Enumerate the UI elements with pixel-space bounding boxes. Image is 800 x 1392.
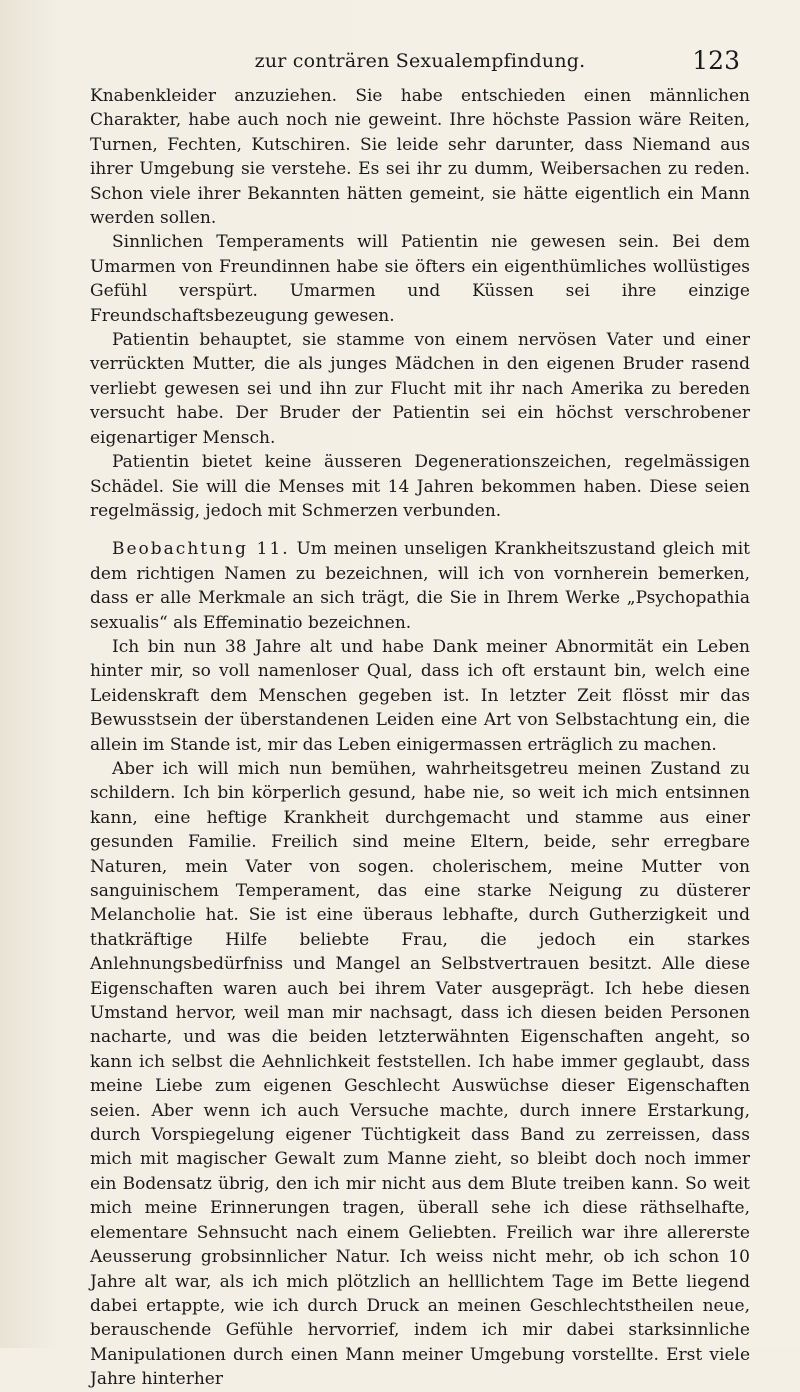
paragraph-3: Patientin behauptet, sie stamme von einem nervösen Vater und einer verrückten Mutter, die als junges Mädchen in den eigenen Bruder rasend verliebt gewesen sei und ihn zur Flucht mit ihr nach Amerika zu bereden versucht habe. Der Bruder der Patientin sei ein höchst verschrobener eigenartiger Mensch. — [90, 330, 750, 448]
paragraph-observation-11 — [90, 537, 750, 635]
page-header — [90, 40, 750, 84]
paragraph-7: Aber ich will mich nun bemühen, wahrheitsgetreu meinen Zustand zu schildern. Ich bin körperlich gesund, habe nie, so weit ich mich entsinnen kann, eine heftige Krankheit durchgemacht und stamme aus einer gesunden Familie. Freilich sind meine Eltern, beide, sehr erregbare Naturen, mein Vater von sogen. cholerischem, meine Mutter von sanguinischem Temperament, das eine starke Neigung zu düsterer Melancholie hat. Sie ist eine überaus lebhafte, durch Gutherzigkeit und thatkräftige Hilfe beliebte Frau, die jedoch ein starkes Anlehnungsbedürfniss und Mangel an Selbstvertrauen besitzt. Alle diese Eigenschaften waren auch bei ihrem Vater ausgeprägt. Ich hebe diesen Umstand hervor, weil man mir nachsagt, dass ich diesen beiden Personen nacharte, und was die beiden letzterwähnten Eigenschaften angeht, so kann ich selbst die Aehnlichkeit feststellen. Ich habe immer geglaubt, dass meine Liebe zum eigenen Geschlecht Auswüchse dieser Eigenschaften seien. Aber wenn ich auch Versuche machte, durch innere Erstarkung, durch Vorspiegelung eigener Tüchtigkeit dass Band zu zerreissen, dass mich mit magischer Gewalt zum Manne zieht, so bleibt doch noch immer ein Bodensatz übrig, den ich mir nicht aus dem Blute treiben kann. So weit mich meine Erinnerungen tragen, überall sehe ich diese räthselhafte, elementare Sehnsucht nach einem Geliebten. Freilich war ihre allererste Aeusserung grobsinnlicher Natur. Ich weiss nicht mehr, ob ich schon 10 Jahre alt war, als ich mich plötzlich an helllichtem Tage im Bette liegend dabei ertappte, wie ich durch Druck an meinen Geschlechtstheilen neue, berauschende Gefühle hervorrief, indem ich mir dabei starksinnliche Manipulationen durch einen Mann meiner Umgebung vorstellte. Erst viele Jahre hinterher — [90, 758, 750, 1390]
observation-label: Beobachtung 11. — [112, 539, 290, 560]
paragraph-4: Patientin bietet keine äusseren Degenerationszeichen, regelmässigen Schädel. Sie will die Menses mit 14 Jahren bekommen haben. Diese seien regelmässig, jedoch mit Schmerzen verbunden. — [90, 452, 750, 521]
paragraph-6: Ich bin nun 38 Jahre alt und habe Dank meiner Abnormität ein Leben hinter mir, so voll namenloser Qual, dass ich oft erstaunt bin, welch eine Leidenskraft dem Menschen gegeben ist. In letzter Zeit flösst mir das Bewusstsein der überstandenen Leiden eine Art von Selbstachtung ein, die allein im Stande ist, mir das Leben einigermassen erträglich zu machen. — [90, 636, 750, 755]
paragraph-1: Knabenkleider anzuziehen. Sie habe entschieden einen männlichen Charakter, habe auch noch nie geweint. Ihre höchste Passion wäre Reiten, Turnen, Fechten, Kutschiren. Sie leide sehr darunter, dass Niemand aus ihrer Umgebung sie verstehe. Es sei ihr zu dumm, Weibersachen zu reden. Schon viele ihrer Bekannten hätten gemeint, sie hätte eigentlich ein Mann werden sollen. — [90, 86, 750, 229]
page-number: 123 — [692, 46, 740, 75]
paragraph-2: Sinnlichen Temperaments will Patientin nie gewesen sein. Bei dem Umarmen von Freundinnen habe sie öfters ein eigenthümliches wollüstiges Gefühl verspürt. Umarmen und Küssen sei ihre einzige Freundschaftsbezeugung gewesen. — [90, 232, 750, 326]
body-text — [90, 84, 750, 1392]
running-title: zur conträren Sexualempfindung. — [254, 50, 586, 72]
observation-text: Um meinen unseligen Krankheitszustand gleich mit dem richtigen Namen zu bezeichnen, will ich von vornherein bemerken, dass er alle Merkmale an sich trägt, die Sie in Ihrem Werke „Psychopathia sexualis“ als Effeminatio bezeichnen. — [90, 539, 751, 633]
